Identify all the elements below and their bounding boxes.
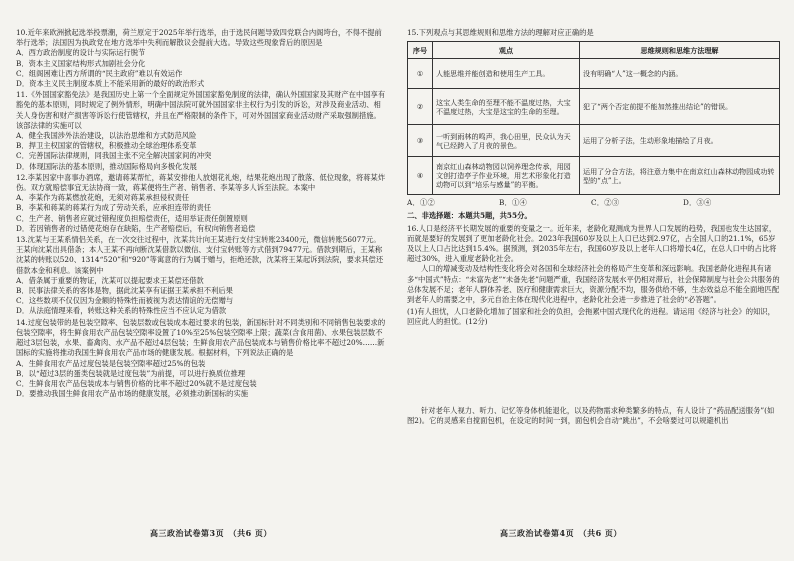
option-a: A．李某作为蒋某燃放花炮，无须对蒋某承担侵权责任 [16,193,190,203]
table-cell-rule: 没有明确“人”这一概念的内涵。 [580,59,780,89]
question-12 [16,173,386,234]
table-row [408,59,780,89]
table-cell-rule: 犯了“两个否定前提不能加然推出结论”的错误。 [580,89,780,125]
option-d: D．要推动我国生鲜食用农产品市场的健康发展，必须推动新国标的实施 [16,389,249,399]
option-d: D．若因销售者的过错使花炮存在缺陷，生产者赔偿后，有权向销售者追偿 [16,223,256,233]
option-b: B．以“超过3层的蛋类包装就是过度包装”为前提，可以进行换质位推理 [16,368,246,378]
table-row [408,125,780,157]
option-b: B．民事法律关系的客体是物，据此沈某享有证据王某承担不利后果 [16,286,233,296]
page-footer-left: 高三政治试卷第3页 （共6 页） [150,528,272,538]
option-a: A．生鲜食用农产品过度包装是包装空隙率超过25%的包装 [16,358,206,368]
table-cell-num: ② [408,89,433,125]
option-a: A．西方政治制度的设计与实际运行脱节 [16,48,146,58]
option-c: C．②③ [591,198,620,208]
table-cell-rule: 运用了分合方法，将注意力集中在南京红山森林动物园成功转型的“点”上。 [580,157,780,195]
option-d: D．体现国际法的基本原则，推动国际格局向多极化发展 [16,161,197,171]
question-16-paragraph: 人口的增减变动及结构性变化将会对各国和全球经济社会的格局产生变革和深远影响。我国老龄化进程具有诸多“中国式”特点：“未富先老”“未备先老”问题严重，我国经济发展水平仍相对滞后，社会保障制度与社会公共服务的总体发展不足；老年人群体养老、医疗和健康需求巨大，资源分配不均，服务供给不够，生态效益总不能全面地匹配到老年人的需要之中，多元自治主体在现代化进程中，老龄化社会进一步推进了社会的“必答题”。 [407,264,780,305]
option-c: C．组阁困难让西方所谓的“民主政府”难以有效运作 [16,68,183,78]
option-c: C．生产者、销售者应就过错程度负担赔偿责任，适用举证责任倒置原则 [16,213,248,223]
option-b: B．李某和蒋某的蒋某行为成了劳动关系，应承担连带的责任 [16,203,212,213]
question-stem: 10.近年来欧洲掀起选举投票潮，荷兰原定于2025年举行选举，由于选民问题导致四党联合内阁垮台，不得不提前举行选举；法国因为执政党在地方选举中失利而解散议会提前大选。导致这些现象背后的原因是 [16,28,382,48]
question-stem: 14.过度包装带的是包装空隙率、包装层数或包装成本超过要求的包装，新国标针对不同类别和不同销售包装要求的包装空隙率，将生鲜食用农产品包装空隙率设置了10%至25%包装空隙率上限；蔬菜(含食用菌)、水果包装层数不超过3层包装，水果、畜禽肉、水产品不超过4层包装；生鲜食用农产品包装成本与销售价格比率不超过20%……新国标的实施将推动我国生鲜食用农产品市场的健康发展。根据材料，下列说法正确的是 [16,317,386,358]
table-cell-view: 这宝人类生命的至理不能不温度过热，大宝不温度过热，大宝是这宝的生命的至理。 [433,89,580,125]
option-c: C．生鲜食用农产品包装成本与销售价格的比率不超过20%就不是过度包装 [16,378,257,388]
question-16-sub1: (1)有人担忧，人口老龄化增加了国家和社会的负担，会拖累中国式现代化的进程。请运用《经济与社会》的知识，回应此人的担忧。(12分) [407,307,775,327]
question-10 [16,28,386,89]
table-row [408,89,780,125]
right-page [407,28,780,426]
question-15-stem: 15.下列观点与其思维规则和思维方法的理解对应正确的是 [407,28,594,37]
table-cell-view: 南京红山森林动物园以饲养理念传承，用园文创打造亭子作业环境，用艺术形象化打造动物可以到“培乐与感量”的平衡。 [433,157,580,195]
table-cell-rule: 运用了分析子法，生动形象地描绘了月夜。 [580,125,780,157]
page-footer-right: 高三政治试卷第4页 （共6 页） [500,528,622,538]
table-header: 序号 [408,42,433,59]
option-d: D．从法庭情理来看，转账这种关系的特殊性应当不应认定为借款 [16,306,227,316]
question-stem: 13.沈某与王某系情侣关系，在一次交往过程中，沈某共计向王某进行支付宝转账23400元，微信转账56077元。王某向沈某出具借条；本人王某不再向断沈某借款以微信、支付宝转账等方式借到79477元。借款到期后，王某称沈某的转账以520、1314“520”和“920”等寓意的行为属于赠与，拒绝还款，沈某将王某起诉到法院，要求其偿还借款本金和利息。该案例中 [16,235,384,275]
option-a: A．①② [407,198,435,208]
table-header-row [408,42,780,59]
option-c: C．这些数项不仅仅因为金额的特殊性而被视为表达情谊的无偿赠与 [16,296,234,306]
left-page [16,28,386,400]
question-11 [16,90,386,172]
table-row [408,157,780,195]
question-13 [16,235,386,317]
section-title: 二、非选择题：本题共5题，共55分。 [407,211,532,221]
option-b: B．①④ [499,198,528,208]
option-b: B．资本主义国家结构形式加剧社会分化 [16,58,146,68]
option-d: D．资本主义民主制度本质上不能采用新的最好的政治形式 [16,79,205,89]
question-stem: 12.李某因家中喜事办酒席，邀请蒋某帮忙，蒋某安排他人放烟花礼炮，结果花炮出现了散落、低位现象，将蒋某炸伤。双方就赔偿事宜无法协商一致，蒋某便将生产者、销售者、李某等多人诉至法院。本案中 [16,172,386,193]
table-cell-view: 人能思维并能创造和使用生产工具。 [433,59,580,89]
q15-table [407,41,780,195]
option-b: B．捍卫主权国家的管辖权，积极推动全球治理体系变革 [16,141,197,151]
option-c: C．完善国际法律规则，同我国主张不完全解决国家间的冲突 [16,151,212,161]
option-a: A．借条属于重要的物证，沈某可以提起要求王某偿还借款 [16,275,204,285]
option-d: D．③④ [683,198,712,208]
table-cell-view: 一听到雨林的鸣声，我心田里，民众认为天气已经跨入了月夜的景色。 [433,125,580,157]
table-cell-num: ④ [408,157,433,195]
table-cell-num: ① [408,59,433,89]
table-cell-num: ③ [408,125,433,157]
option-a: A．健全我国涉外法治建设，以法治思维和方式防范风险 [16,131,197,141]
question-16-intro: 16.人口是经济平长期发展的重要的变量之一。近年来，老龄化观测成为世界人口发展的趋势，我国也发生达国家，而就是要好的发展到了更加老龄化社会。2023年我国60岁及以上人口已达到2.97亿，占全国人口的21.1%，65岁及以上人口占比达到15.4%。据预测，到2035年左右，我国60岁及以上老年人口将增长4亿，在总人口中的占比将超过30%，进入重度老龄化社会。 [407,223,777,264]
question-14 [16,318,386,400]
answer-space [407,330,780,404]
question-16-note: 针对老年人视力、听力、记忆等身体机能退化，以及药物需求种类繁多的特点，有人设计了“药品配送服务”(如图2)。它的灵感来自搅面包机，在设定的时间一到，面包机会自动“跳出”，不会啥要过可以规避机出 [407,405,775,425]
question-stem: 11.《外国国家豁免法》是我国历史上第一个全面规定外国国家豁免制度的法律，确认外国国家及其财产在中国享有豁免的基本原则，同时规定了例外情形，明确中国法院可就外国国家非主权行为引发的诉讼，对涉及商业活动、相关人身伤害和财产损害等诉讼行使管辖权，并且在严格限制的条件下，可对外国国家商业活动财产采取强制措施。该部法律的实施可以 [16,90,386,130]
table-header: 观点 [433,42,580,59]
q15-options [407,198,780,208]
table-header: 思维规则和思维方法理解 [580,42,780,59]
